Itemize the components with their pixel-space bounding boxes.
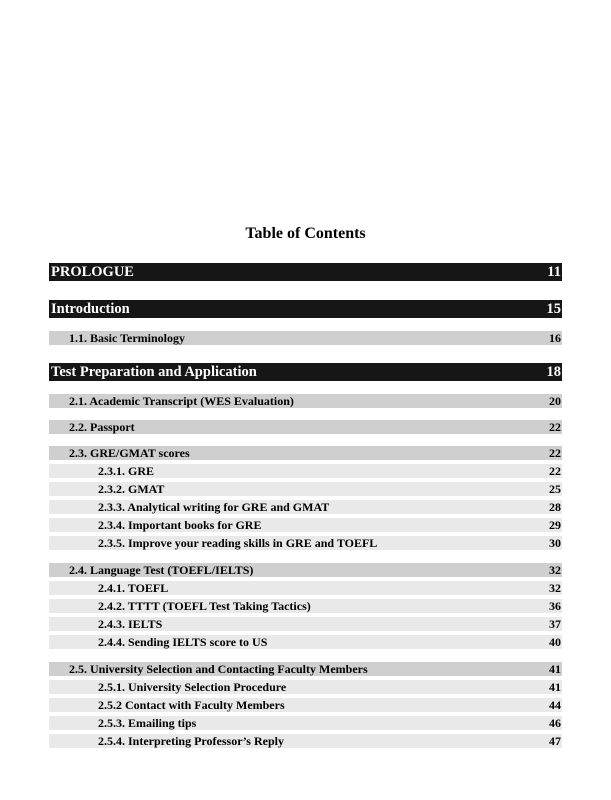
- toc-entry-page: 36: [549, 598, 561, 613]
- toc-entry-page: 28: [549, 499, 561, 514]
- toc-entry-section: [49, 446, 562, 460]
- toc-entry-sub: [49, 716, 562, 730]
- toc-entry-title: PROLOGUE: [51, 263, 134, 280]
- toc-entry-page: 44: [549, 697, 561, 712]
- toc-entry-page: 29: [549, 517, 561, 532]
- toc-entry-title: 2.1. Academic Transcript (WES Evaluation): [69, 393, 294, 408]
- toc-entry-page: 20: [549, 393, 561, 408]
- toc-entry-page: 16: [549, 330, 561, 345]
- toc-entry-chapter: [49, 300, 562, 318]
- toc-entry-section: [49, 662, 562, 676]
- toc-entry-sub: [49, 617, 562, 631]
- toc-entry-title: 2.3. GRE/GMAT scores: [69, 445, 190, 460]
- toc-entry-page: 32: [549, 580, 561, 595]
- toc-entry-title: 2.3.2. GMAT: [98, 481, 165, 496]
- toc-entry-sub: [49, 464, 562, 478]
- toc-entry-section: [49, 563, 562, 577]
- toc-entry-page: 22: [549, 445, 561, 460]
- toc-entry-sub: [49, 599, 562, 613]
- toc-entry-page: 30: [549, 535, 561, 550]
- toc-entry-title: 2.5.3. Emailing tips: [98, 715, 197, 730]
- toc-entry-title: 2.4. Language Test (TOEFL/IELTS): [69, 562, 254, 577]
- toc-entry-page: 47: [549, 733, 561, 748]
- toc-entry-chapter: [49, 363, 562, 381]
- toc-entry-title: 2.5. University Selection and Contacting Faculty Members: [69, 661, 368, 676]
- toc-entry-section: [49, 394, 562, 408]
- toc-entry-title: 2.2. Passport: [69, 419, 135, 434]
- toc-entry-chapter: [49, 263, 562, 281]
- toc-entry-section: [49, 331, 562, 345]
- toc-entry-title: 2.4.4. Sending IELTS score to US: [98, 634, 268, 649]
- toc-entry-sub: [49, 500, 562, 514]
- toc-entry-title: 2.4.2. TTTT (TOEFL Test Taking Tactics): [98, 598, 311, 613]
- toc-entry-page: 40: [549, 634, 561, 649]
- toc-entry-sub: [49, 581, 562, 595]
- toc-entry-page: 22: [549, 419, 561, 434]
- toc-entry-title: 2.5.4. Interpreting Professor’s Reply: [98, 733, 284, 748]
- toc-title: Table of Contents: [245, 225, 366, 242]
- toc-entry-title: 2.4.1. TOEFL: [98, 580, 169, 595]
- toc-entry-title: Introduction: [51, 300, 130, 317]
- toc-entry-page: 41: [549, 661, 561, 676]
- toc-entry-sub: [49, 518, 562, 532]
- toc-entry-title: 2.3.3. Analytical writing for GRE and GMAT: [98, 499, 330, 514]
- toc-entry-sub: [49, 482, 562, 496]
- toc-entry-page: 15: [546, 300, 561, 317]
- toc-entry-title: 2.3.1. GRE: [98, 463, 155, 478]
- toc-entry-title: 2.5.2 Contact with Faculty Members: [98, 697, 285, 712]
- toc-entry-page: 22: [549, 463, 561, 478]
- toc-entry-page: 41: [549, 679, 561, 694]
- toc-entry-sub: [49, 536, 562, 550]
- toc-entry-title: 2.3.4. Important books for GRE: [98, 517, 262, 532]
- toc-entry-section: [49, 420, 562, 434]
- toc-entry-page: 37: [549, 616, 561, 631]
- toc-entry-title: 1.1. Basic Terminology: [69, 330, 186, 345]
- toc-entry-page: 25: [549, 481, 561, 496]
- toc-entry-title: 2.5.1. University Selection Procedure: [98, 679, 287, 694]
- toc-entry-page: 11: [547, 263, 561, 280]
- toc-entry-sub: [49, 698, 562, 712]
- toc-entry-title: 2.4.3. IELTS: [98, 616, 163, 631]
- toc-entry-sub: [49, 635, 562, 649]
- toc-entry-page: 18: [546, 363, 561, 380]
- toc-entry-title: Test Preparation and Application: [51, 363, 257, 380]
- toc-entry-sub: [49, 680, 562, 694]
- toc-entry-title: 2.3.5. Improve your reading skills in GRE and TOEFL: [98, 535, 378, 550]
- toc-entry-sub: [49, 734, 562, 748]
- toc-entry-page: 32: [549, 562, 561, 577]
- toc-entry-page: 46: [549, 715, 561, 730]
